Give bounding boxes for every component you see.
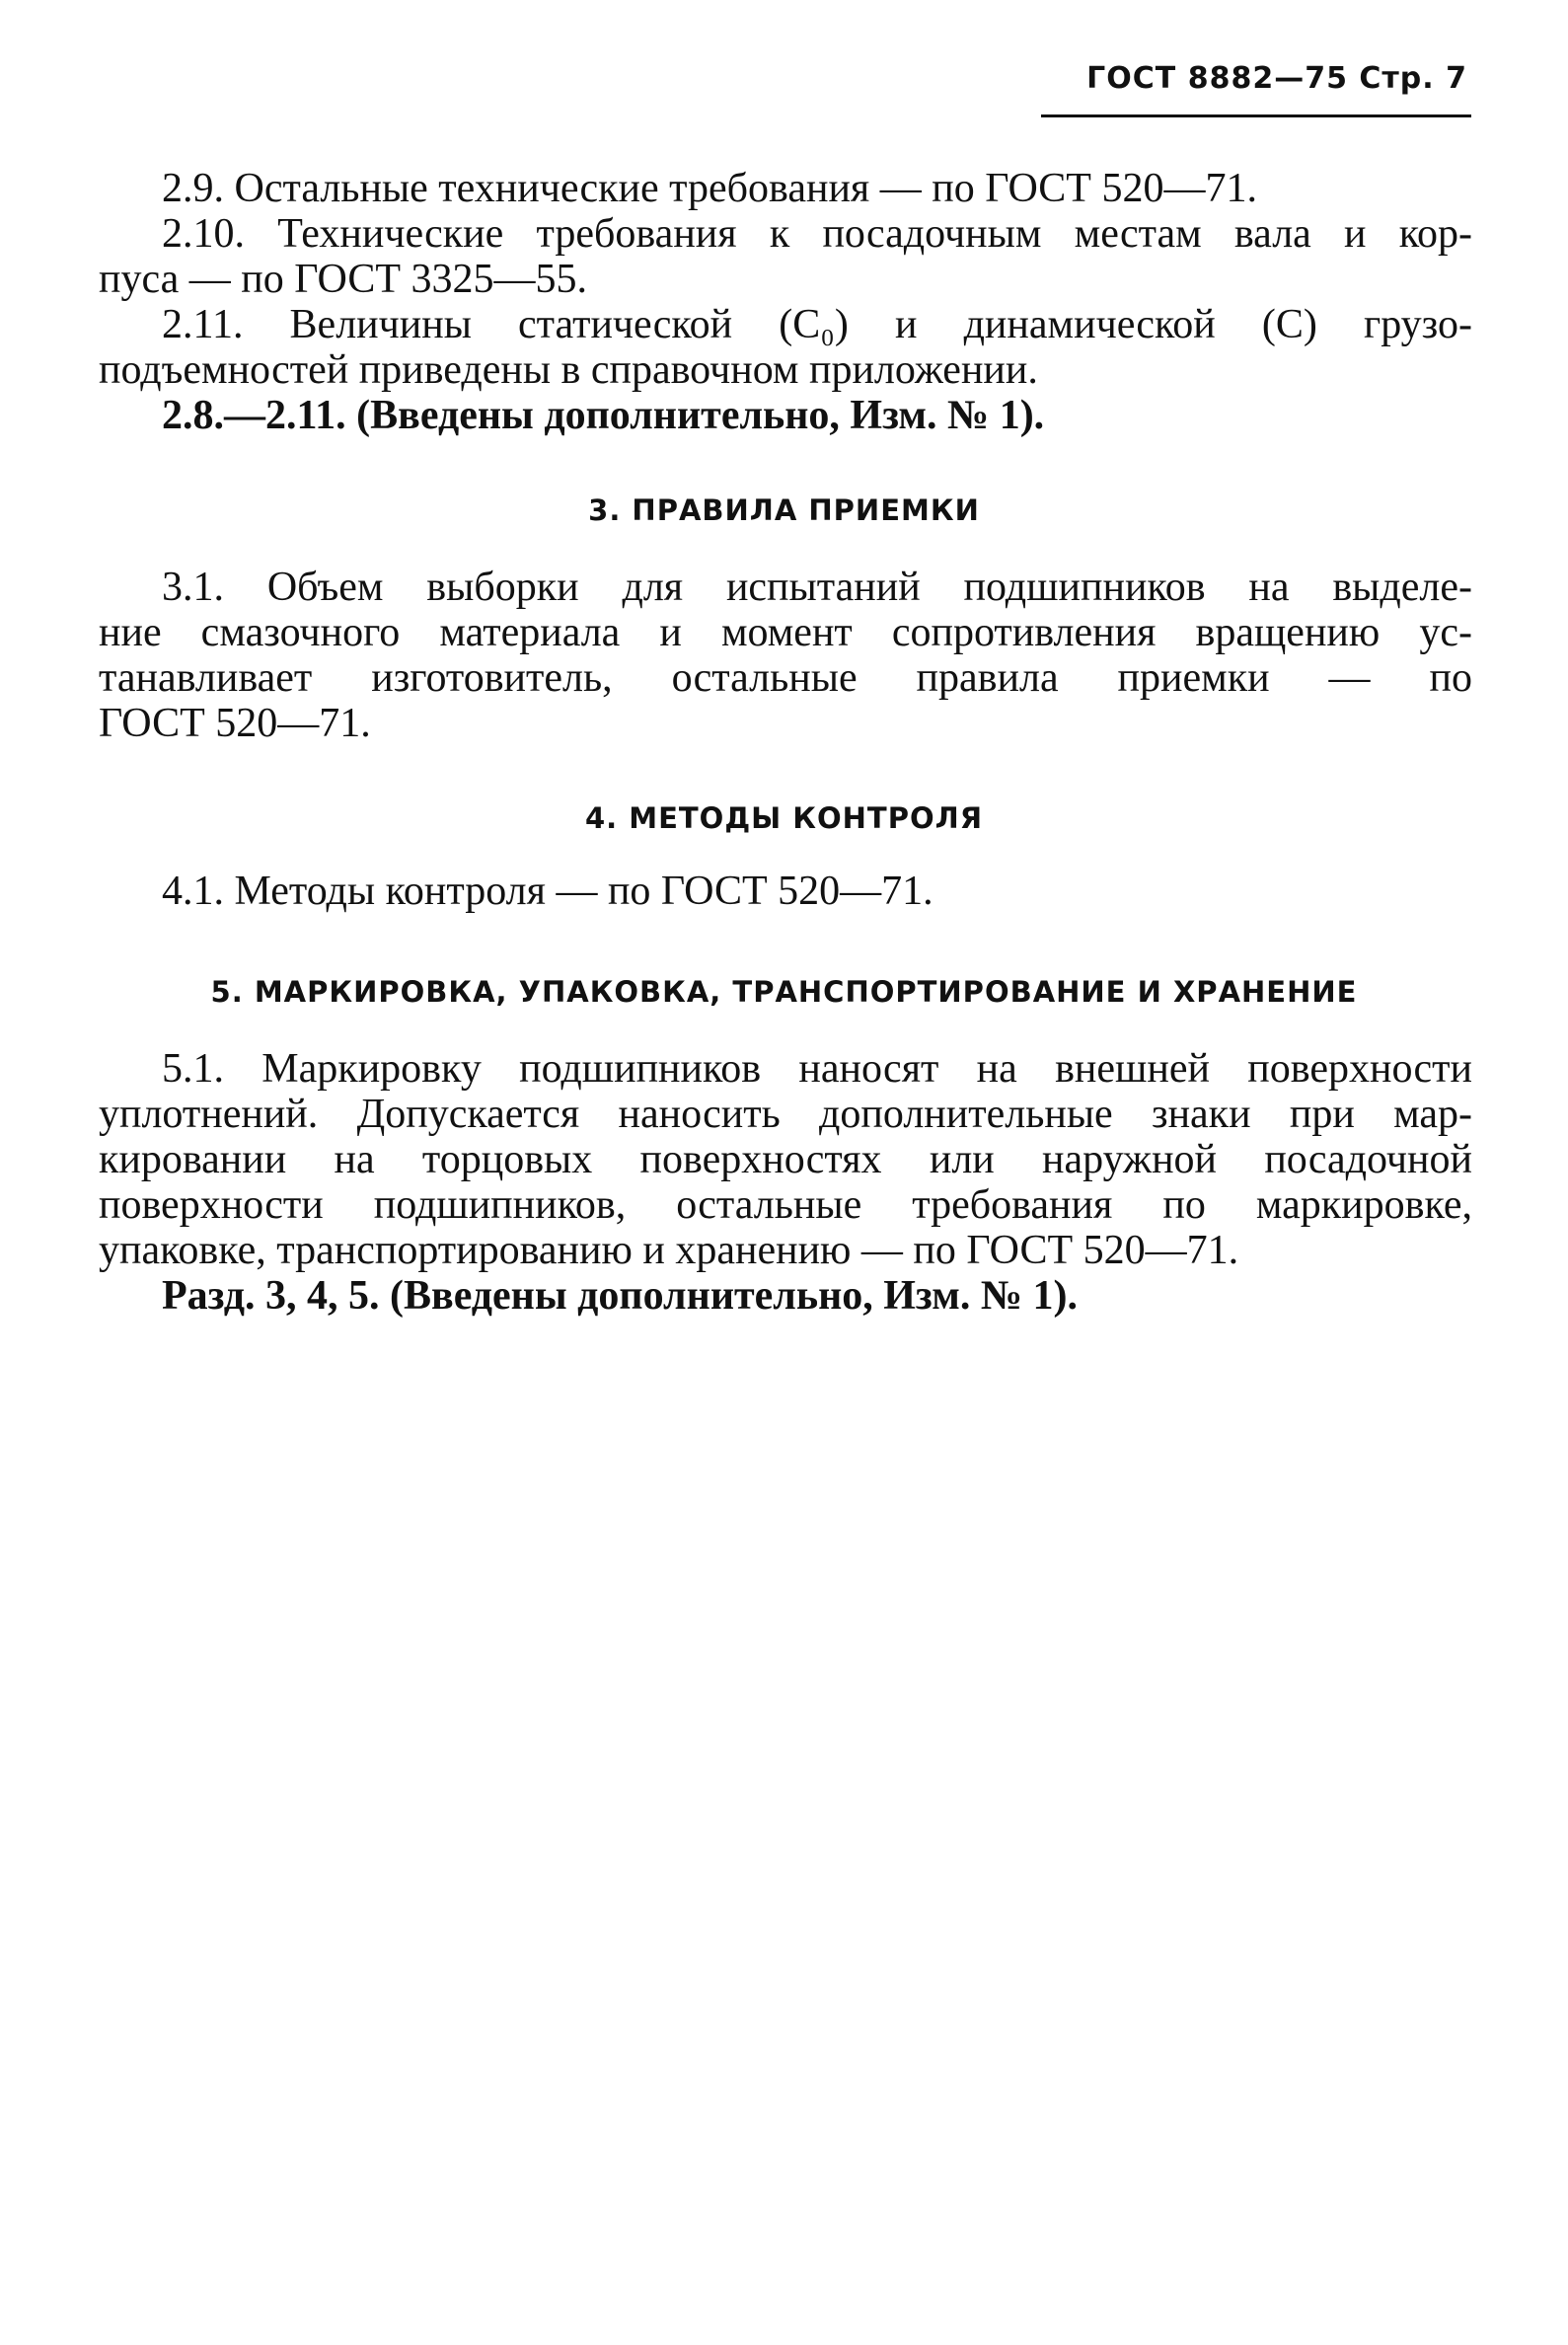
paragraph-2-10-line-2: пуса — по ГОСТ 3325—55. (99, 257, 587, 302)
paragraph-3-1-line-1: 3.1. Объем выборки для испытаний подшипников на выделе- (162, 565, 1472, 610)
paragraph-5-1-line-2: уплотнений. Допускается наносить дополнительные знаки при мар- (99, 1092, 1472, 1137)
paragraph-5-1-line-1: 5.1. Маркировку подшипников наносят на внешней поверхности (162, 1046, 1472, 1092)
paragraph-5-1-line-3: кировании на торцовых поверхностях или наружной посадочной (99, 1137, 1472, 1182)
running-head: ГОСТ 8882—75 Стр. 7 (1086, 61, 1467, 96)
paragraph-2-11-line-1: 2.11. Величины статической (C₀) и динамической (C) грузо- (162, 302, 1472, 347)
paragraph-2-10-line-1: 2.10. Технические требования к посадочным местам вала и кор- (162, 211, 1472, 257)
section-5-title: 5. МАРКИРОВКА, УПАКОВКА, ТРАНСПОРТИРОВАНИЕ И ХРАНЕНИЕ (210, 975, 1358, 1009)
paragraph-3-1-line-3: танавливает изготовитель, остальные правила приемки — по (99, 655, 1472, 701)
amendment-note-sections-3-4-5: Разд. 3, 4, 5. (Введены дополнительно, Изм. № 1). (162, 1273, 1079, 1319)
header-rule (1041, 114, 1471, 117)
paragraph-4-1: 4.1. Методы контроля — по ГОСТ 520—71. (162, 869, 933, 914)
paragraph-5-1-line-5: упаковке, транспортированию и хранению — по ГОСТ 520—71. (99, 1228, 1239, 1273)
paragraph-3-1-line-2: ние смазочного материала и момент сопротивления вращению ус- (99, 610, 1472, 655)
section-4-title: 4. МЕТОДЫ КОНТРОЛЯ (584, 801, 984, 835)
section-3-title: 3. ПРАВИЛА ПРИЕМКИ (588, 493, 980, 527)
amendment-note-2-8-2-11: 2.8.—2.11. (Введены дополнительно, Изм. № 1). (162, 393, 1045, 438)
paragraph-3-1-line-4: ГОСТ 520—71. (99, 701, 371, 746)
paragraph-2-11-line-2: подъемностей приведены в справочном приложении. (99, 347, 1038, 393)
paragraph-5-1-line-4: поверхности подшипников, остальные требования по маркировке, (99, 1182, 1472, 1228)
paragraph-2-9: 2.9. Остальные технические требования — по ГОСТ 520—71. (162, 166, 1257, 211)
